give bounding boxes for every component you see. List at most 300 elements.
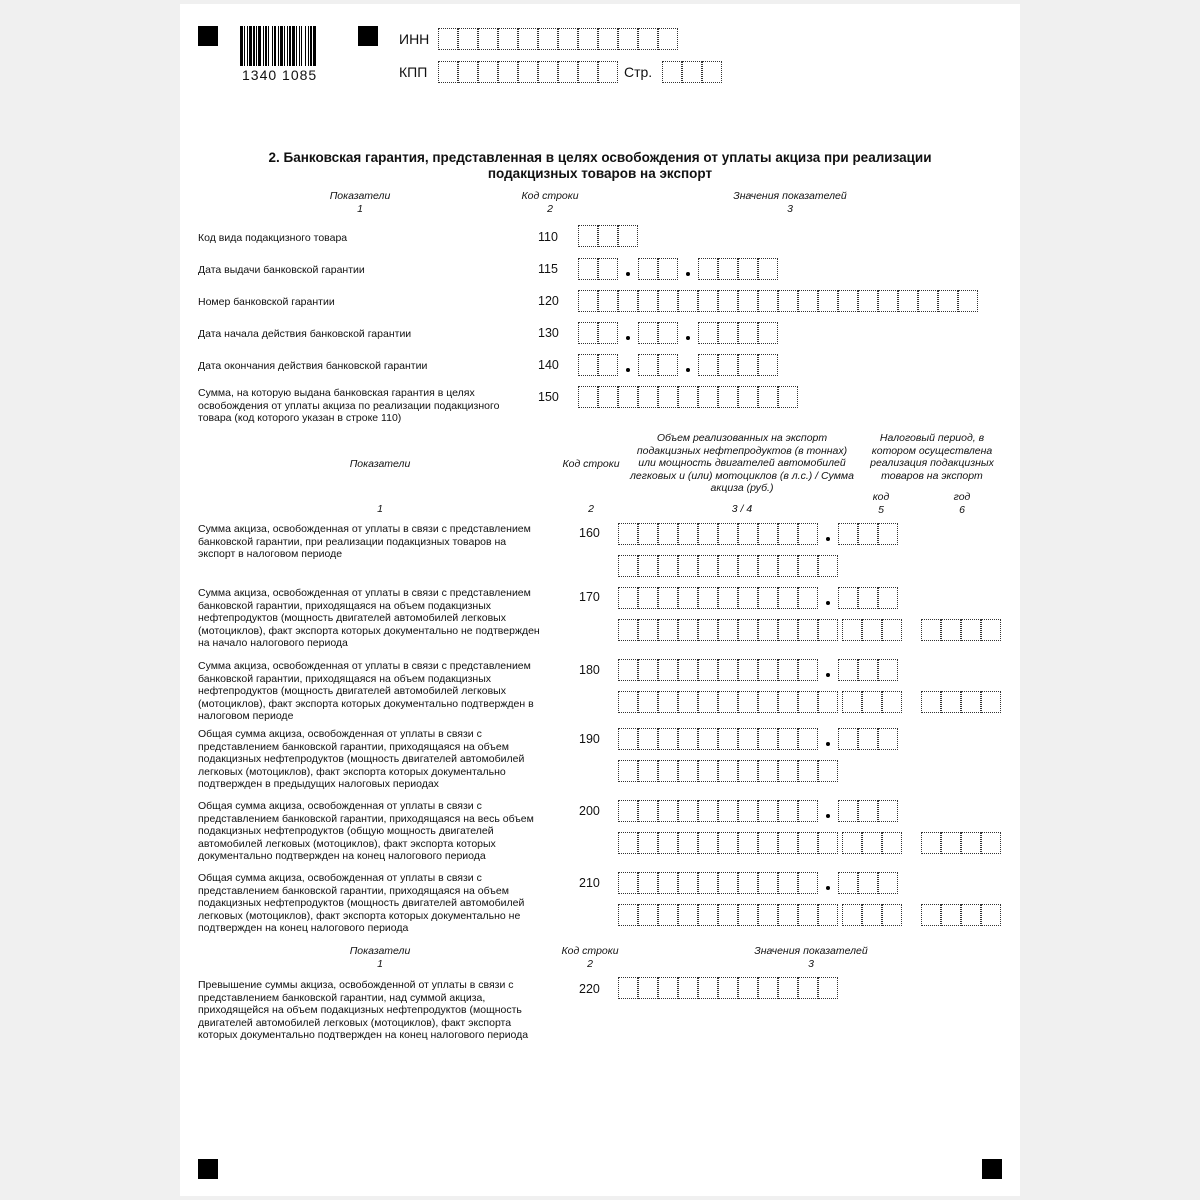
char-cell[interactable] [738, 386, 758, 408]
char-cell[interactable] [638, 760, 658, 782]
char-cell[interactable] [638, 555, 658, 577]
char-cell[interactable] [598, 354, 618, 376]
t1-header-code [500, 190, 600, 215]
char-cell[interactable] [738, 904, 758, 926]
char-cell[interactable] [718, 258, 738, 280]
char-cell[interactable] [858, 290, 878, 312]
char-cell[interactable] [498, 28, 518, 50]
char-cell[interactable] [478, 61, 498, 83]
char-cell[interactable] [738, 619, 758, 641]
char-cell[interactable] [842, 619, 862, 641]
char-cell[interactable] [598, 28, 618, 50]
char-cell[interactable] [698, 728, 718, 750]
char-cell[interactable] [758, 977, 778, 999]
char-cell[interactable] [798, 872, 818, 894]
char-cell[interactable] [718, 555, 738, 577]
char-cell[interactable] [738, 322, 758, 344]
char-cell[interactable] [758, 523, 778, 545]
char-cell[interactable] [778, 728, 798, 750]
char-cell[interactable] [598, 225, 618, 247]
char-cell[interactable] [658, 800, 678, 822]
char-cell[interactable] [678, 728, 698, 750]
char-cell[interactable] [882, 904, 902, 926]
char-cell[interactable] [718, 659, 738, 681]
char-cell[interactable] [618, 386, 638, 408]
char-cell[interactable] [618, 28, 638, 50]
char-cell[interactable] [718, 728, 738, 750]
char-cell[interactable] [738, 691, 758, 713]
char-cell[interactable] [818, 619, 838, 641]
char-cell[interactable] [798, 977, 818, 999]
char-cell[interactable] [658, 977, 678, 999]
char-cell[interactable] [882, 691, 902, 713]
row-150-label: Сумма, на которую выдана банковская гарантия в целях освобождения от уплаты акциза по реализации подакцизного товара (код которого указан в строке 110) [198, 387, 500, 425]
barcode-bar [272, 26, 273, 66]
char-cell[interactable] [981, 832, 1001, 854]
char-cell[interactable] [638, 904, 658, 926]
char-cell[interactable] [778, 587, 798, 609]
char-cell[interactable] [778, 904, 798, 926]
char-cell[interactable] [578, 225, 598, 247]
char-cell[interactable] [698, 800, 718, 822]
char-cell[interactable] [838, 872, 858, 894]
char-cell[interactable] [838, 587, 858, 609]
char-cell[interactable] [658, 523, 678, 545]
char-cell[interactable] [698, 258, 718, 280]
char-cell[interactable] [778, 523, 798, 545]
char-cell[interactable] [738, 555, 758, 577]
char-cell[interactable] [698, 386, 718, 408]
char-cell[interactable] [678, 760, 698, 782]
char-cell[interactable] [638, 523, 658, 545]
char-cell[interactable] [758, 555, 778, 577]
char-cell[interactable] [818, 290, 838, 312]
char-cell[interactable] [778, 386, 798, 408]
char-cell[interactable] [961, 691, 981, 713]
char-cell[interactable] [758, 691, 778, 713]
char-cell[interactable] [458, 28, 478, 50]
char-cell[interactable] [698, 872, 718, 894]
t3-header-code [554, 945, 626, 970]
char-cell[interactable] [858, 728, 878, 750]
t1-header-num-3: 3 [787, 202, 793, 215]
char-cell[interactable] [718, 322, 738, 344]
char-cell[interactable] [718, 760, 738, 782]
char-cell[interactable] [858, 800, 878, 822]
char-cell[interactable] [758, 619, 778, 641]
char-cell[interactable] [758, 587, 778, 609]
char-cell[interactable] [838, 290, 858, 312]
char-cell[interactable] [618, 800, 638, 822]
char-cell[interactable] [738, 977, 758, 999]
char-cell[interactable] [778, 659, 798, 681]
char-cell[interactable] [698, 587, 718, 609]
char-cell[interactable] [718, 832, 738, 854]
char-cell[interactable] [678, 523, 698, 545]
char-cell[interactable] [678, 904, 698, 926]
t3-header-num-2: 2 [587, 957, 593, 970]
char-cell[interactable] [618, 977, 638, 999]
char-cell[interactable] [678, 555, 698, 577]
row-120-code: 120 [538, 294, 559, 308]
char-cell[interactable] [798, 555, 818, 577]
t3-header-values-text: Значения показателей [754, 945, 868, 957]
char-cell[interactable] [658, 28, 678, 50]
char-cell[interactable] [798, 691, 818, 713]
char-cell[interactable] [578, 61, 598, 83]
char-cell[interactable] [618, 728, 638, 750]
char-cell[interactable] [878, 587, 898, 609]
char-cell[interactable] [438, 28, 458, 50]
char-cell[interactable] [818, 977, 838, 999]
char-cell[interactable] [638, 386, 658, 408]
barcode-bar [308, 26, 309, 66]
char-cell[interactable] [818, 555, 838, 577]
corner-marker-top-left [198, 26, 218, 46]
char-cell[interactable] [858, 523, 878, 545]
char-cell[interactable] [981, 691, 1001, 713]
row-210-code: 210 [579, 876, 600, 890]
char-cell[interactable] [638, 354, 658, 376]
char-cell[interactable] [738, 760, 758, 782]
char-cell[interactable] [638, 872, 658, 894]
char-cell[interactable] [738, 587, 758, 609]
char-cell[interactable] [758, 659, 778, 681]
barcode-bar [280, 26, 283, 66]
char-cell[interactable] [618, 290, 638, 312]
char-cell[interactable] [778, 800, 798, 822]
char-cell[interactable] [698, 904, 718, 926]
char-cell[interactable] [798, 832, 818, 854]
char-cell[interactable] [778, 872, 798, 894]
barcode-bar [284, 26, 285, 66]
char-cell[interactable] [718, 977, 738, 999]
char-cell[interactable] [718, 386, 738, 408]
char-cell[interactable] [578, 386, 598, 408]
t3-header-indicators-text: Показатели [349, 945, 411, 957]
char-cell[interactable] [718, 619, 738, 641]
char-cell[interactable] [878, 290, 898, 312]
char-cell[interactable] [921, 619, 941, 641]
char-cell[interactable] [658, 354, 678, 376]
char-cell[interactable] [798, 619, 818, 641]
char-cell[interactable] [618, 555, 638, 577]
char-cell[interactable] [858, 659, 878, 681]
char-cell[interactable] [658, 587, 678, 609]
char-cell[interactable] [618, 904, 638, 926]
char-cell[interactable] [658, 872, 678, 894]
char-cell[interactable] [758, 354, 778, 376]
char-cell[interactable] [738, 290, 758, 312]
char-cell[interactable] [698, 619, 718, 641]
char-cell[interactable] [838, 659, 858, 681]
char-cell[interactable] [718, 800, 738, 822]
t2-header-period-year [942, 491, 982, 516]
row-200-code: 200 [579, 804, 600, 818]
char-cell[interactable] [558, 28, 578, 50]
char-cell[interactable] [718, 904, 738, 926]
char-cell[interactable] [961, 904, 981, 926]
char-cell[interactable] [638, 832, 658, 854]
char-cell[interactable] [678, 832, 698, 854]
char-cell[interactable] [798, 760, 818, 782]
char-cell[interactable] [698, 977, 718, 999]
char-cell[interactable] [941, 691, 961, 713]
char-cell[interactable] [798, 800, 818, 822]
char-cell[interactable] [678, 872, 698, 894]
char-cell[interactable] [778, 691, 798, 713]
char-cell[interactable] [838, 728, 858, 750]
t2-header-num-6: 6 [959, 503, 965, 516]
char-cell[interactable] [618, 523, 638, 545]
char-cell[interactable] [758, 832, 778, 854]
char-cell[interactable] [778, 290, 798, 312]
char-cell[interactable] [758, 322, 778, 344]
separator-dot [686, 368, 690, 372]
char-cell[interactable] [718, 290, 738, 312]
t2-header-period-code [860, 491, 902, 516]
char-cell[interactable] [578, 290, 598, 312]
char-cell[interactable] [638, 587, 658, 609]
char-cell[interactable] [941, 904, 961, 926]
char-cell[interactable] [538, 61, 558, 83]
char-cell[interactable] [838, 523, 858, 545]
char-cell[interactable] [798, 904, 818, 926]
section-title [180, 150, 1020, 182]
char-cell[interactable] [682, 61, 702, 83]
char-cell[interactable] [858, 872, 878, 894]
char-cell[interactable] [698, 523, 718, 545]
char-cell[interactable] [842, 691, 862, 713]
char-cell[interactable] [578, 354, 598, 376]
char-cell[interactable] [678, 290, 698, 312]
char-cell[interactable] [598, 61, 618, 83]
char-cell[interactable] [778, 555, 798, 577]
char-cell[interactable] [981, 904, 1001, 926]
char-cell[interactable] [618, 832, 638, 854]
row-190-label: Общая сумма акциза, освобожденная от уплаты в связи с представлением банковской гарантии, приходящаяся на объем подакцизных нефтепродуктов (мощность двигателей автомобилей легковых (мотоциклов), факт экспорта которых документально подтвержден в предыдущих налоговых периодах [198, 728, 525, 791]
char-cell[interactable] [921, 832, 941, 854]
char-cell[interactable] [658, 322, 678, 344]
char-cell[interactable] [738, 872, 758, 894]
barcode-bar [292, 26, 295, 66]
t2-header-num-2: 2 [588, 503, 594, 515]
char-cell[interactable] [862, 691, 882, 713]
char-cell[interactable] [658, 619, 678, 641]
char-cell[interactable] [958, 290, 978, 312]
char-cell[interactable] [738, 523, 758, 545]
char-cell[interactable] [738, 728, 758, 750]
char-cell[interactable] [758, 800, 778, 822]
char-cell[interactable] [438, 61, 458, 83]
char-cell[interactable] [981, 619, 1001, 641]
char-cell[interactable] [758, 386, 778, 408]
char-cell[interactable] [941, 832, 961, 854]
char-cell[interactable] [842, 832, 862, 854]
row-160-label: Сумма акциза, освобожденная от уплаты в связи с представлением банковской гарантии, при реализации подакцизных товаров на экспорт в налоговом периоде [198, 523, 531, 561]
char-cell[interactable] [718, 872, 738, 894]
char-cell[interactable] [498, 61, 518, 83]
char-cell[interactable] [578, 28, 598, 50]
char-cell[interactable] [598, 322, 618, 344]
t2-header-period-year-text: год [953, 491, 971, 503]
char-cell[interactable] [658, 258, 678, 280]
char-cell[interactable] [618, 760, 638, 782]
char-cell[interactable] [738, 659, 758, 681]
char-cell[interactable] [638, 691, 658, 713]
char-cell[interactable] [638, 322, 658, 344]
char-cell[interactable] [798, 587, 818, 609]
char-cell[interactable] [658, 555, 678, 577]
char-cell[interactable] [862, 904, 882, 926]
barcode-bar [313, 26, 316, 66]
char-cell[interactable] [941, 619, 961, 641]
char-cell[interactable] [598, 258, 618, 280]
char-cell[interactable] [578, 258, 598, 280]
char-cell[interactable] [658, 728, 678, 750]
char-cell[interactable] [882, 619, 902, 641]
char-cell[interactable] [678, 691, 698, 713]
char-cell[interactable] [518, 61, 538, 83]
char-cell[interactable] [658, 904, 678, 926]
char-cell[interactable] [658, 691, 678, 713]
char-cell[interactable] [778, 760, 798, 782]
char-cell[interactable] [798, 523, 818, 545]
char-cell[interactable] [758, 760, 778, 782]
char-cell[interactable] [738, 800, 758, 822]
char-cell[interactable] [818, 760, 838, 782]
char-cell[interactable] [838, 800, 858, 822]
char-cell[interactable] [758, 728, 778, 750]
char-cell[interactable] [618, 659, 638, 681]
char-cell[interactable] [638, 290, 658, 312]
char-cell[interactable] [718, 691, 738, 713]
char-cell[interactable] [658, 832, 678, 854]
separator-dot [826, 742, 830, 746]
char-cell[interactable] [758, 290, 778, 312]
char-cell[interactable] [738, 832, 758, 854]
char-cell[interactable] [698, 322, 718, 344]
char-cell[interactable] [638, 977, 658, 999]
char-cell[interactable] [618, 872, 638, 894]
char-cell[interactable] [878, 523, 898, 545]
row-180-code: 180 [579, 663, 600, 677]
char-cell[interactable] [918, 290, 938, 312]
char-cell[interactable] [678, 619, 698, 641]
barcode-bar [268, 26, 269, 66]
char-cell[interactable] [698, 555, 718, 577]
char-cell[interactable] [678, 386, 698, 408]
char-cell[interactable] [678, 977, 698, 999]
char-cell[interactable] [662, 61, 682, 83]
char-cell[interactable] [678, 587, 698, 609]
char-cell[interactable] [798, 290, 818, 312]
char-cell[interactable] [698, 691, 718, 713]
char-cell[interactable] [658, 386, 678, 408]
char-cell[interactable] [618, 619, 638, 641]
char-cell[interactable] [518, 28, 538, 50]
char-cell[interactable] [738, 354, 758, 376]
char-cell[interactable] [818, 904, 838, 926]
page-label: Стр. [624, 64, 653, 80]
char-cell[interactable] [758, 872, 778, 894]
char-cell[interactable] [598, 386, 618, 408]
char-cell[interactable] [598, 290, 618, 312]
separator-dot [826, 673, 830, 677]
char-cell[interactable] [898, 290, 918, 312]
char-cell[interactable] [878, 872, 898, 894]
char-cell[interactable] [618, 587, 638, 609]
char-cell[interactable] [858, 587, 878, 609]
char-cell[interactable] [738, 258, 758, 280]
char-cell[interactable] [698, 290, 718, 312]
char-cell[interactable] [718, 354, 738, 376]
char-cell[interactable] [538, 28, 558, 50]
char-cell[interactable] [921, 904, 941, 926]
char-cell[interactable] [678, 800, 698, 822]
char-cell[interactable] [758, 258, 778, 280]
char-cell[interactable] [818, 832, 838, 854]
char-cell[interactable] [798, 728, 818, 750]
char-cell[interactable] [578, 322, 598, 344]
corner-marker-bottom-right [982, 1159, 1002, 1179]
char-cell[interactable] [862, 832, 882, 854]
char-cell[interactable] [718, 523, 738, 545]
char-cell[interactable] [698, 354, 718, 376]
char-cell[interactable] [718, 587, 738, 609]
char-cell[interactable] [778, 619, 798, 641]
char-cell[interactable] [878, 728, 898, 750]
char-cell[interactable] [882, 832, 902, 854]
char-cell[interactable] [658, 290, 678, 312]
char-cell[interactable] [558, 61, 578, 83]
char-cell[interactable] [618, 691, 638, 713]
char-cell[interactable] [778, 977, 798, 999]
char-cell[interactable] [638, 28, 658, 50]
char-cell[interactable] [818, 691, 838, 713]
char-cell[interactable] [638, 659, 658, 681]
char-cell[interactable] [842, 904, 862, 926]
char-cell[interactable] [961, 619, 981, 641]
char-cell[interactable] [778, 832, 798, 854]
row-110-label: Код вида подакцизного товара [198, 232, 348, 244]
char-cell[interactable] [702, 61, 722, 83]
char-cell[interactable] [938, 290, 958, 312]
char-cell[interactable] [678, 659, 698, 681]
char-cell[interactable] [698, 760, 718, 782]
char-cell[interactable] [478, 28, 498, 50]
char-cell[interactable] [638, 800, 658, 822]
t2-header-code: Код строки [562, 458, 620, 470]
char-cell[interactable] [698, 832, 718, 854]
row-220-code: 220 [579, 982, 600, 996]
char-cell[interactable] [638, 728, 658, 750]
char-cell[interactable] [638, 258, 658, 280]
char-cell[interactable] [658, 659, 678, 681]
char-cell[interactable] [638, 619, 658, 641]
char-cell[interactable] [658, 760, 678, 782]
char-cell[interactable] [458, 61, 478, 83]
char-cell[interactable] [698, 659, 718, 681]
char-cell[interactable] [758, 904, 778, 926]
char-cell[interactable] [921, 691, 941, 713]
char-cell[interactable] [961, 832, 981, 854]
char-cell[interactable] [878, 800, 898, 822]
char-cell[interactable] [798, 659, 818, 681]
char-cell[interactable] [618, 225, 638, 247]
char-cell[interactable] [862, 619, 882, 641]
char-cell[interactable] [878, 659, 898, 681]
